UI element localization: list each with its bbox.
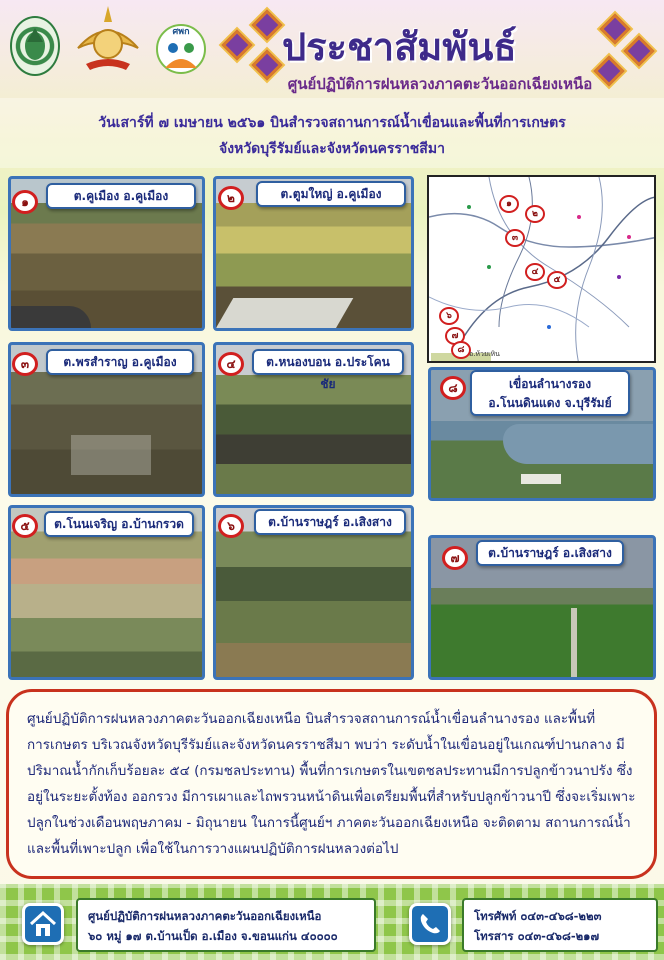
marker-3: ๓ <box>12 352 38 376</box>
footer-contact <box>462 898 658 952</box>
date-line <box>20 110 644 162</box>
marker-8: ๘ <box>440 376 466 400</box>
pattern-diamond <box>599 13 630 44</box>
royal-emblem-logo <box>72 4 144 74</box>
map-marker-7: ๗ <box>445 327 465 345</box>
photo-label-3: ต.พรสำราญ อ.คูเมือง <box>46 349 194 375</box>
royal-seal-logo <box>10 16 60 76</box>
map-marker-1: ๑ <box>499 195 519 213</box>
photo-label-7: ต.บ้านราษฎร์ อ.เสิงสาง <box>476 540 624 566</box>
page-subtitle: ศูนย์ปฏิบัติการฝนหลวงภาคตะวันออกเฉียงเหนือ <box>287 75 593 93</box>
marker-4: ๔ <box>218 352 244 376</box>
map-marker-4: ๔ <box>525 263 545 281</box>
photo-label-8-line-1: เขื่อนลำนางรอง <box>508 377 592 391</box>
pattern-diamond <box>251 9 282 40</box>
pattern-diamond <box>221 29 252 60</box>
photo-label-1: ต.คูเมือง อ.คูเมือง <box>46 183 196 209</box>
map-marker-8: ๘ <box>451 341 471 359</box>
summary-text: ศูนย์ปฏิบัติการฝนหลวงภาคตะวันออกเฉียงเหนือ บินสำรวจสถานการณ์น้ำเขื่อนลำนางรอง และพื้นที่การเกษตร บริเวณจังหวัดบุรีรัมย์และจังหวัดนครราชสีมา พบว่า ระดับน้ำในเขื่อนอยู่ในเกณฑ์ปานกลาง มีปริมาณน้ำกักเก็บร้อยละ ๕๔ (กรมชลประทาน) พื้นที่การเกษตรในเขตชลประทานมีการปลูกข้าวนาปรัง ซึ่งอยู่ในระยะตั้งท้อง ออกรวง มีการเผาและไถพรวนหน้าดินเพื่อเตรียมพื้นที่สำหรับปลูกข้าวนาปี ซึ่งจะเริ่มเพาะปลูกในช่วงเดือนพฤษภาคม - มิถุนายน ในการนี้ศูนย์ฯ ภาคตะวันออกเฉียงเหนือ จะติดตาม สถานการณ์น้ำและพื้นที่เพาะปลูก เพื่อใช้ในการวางแผนปฏิบัติการฝนหลวงต่อไป <box>6 689 657 879</box>
location-map <box>427 175 656 363</box>
phone-number: โทรศัพท์ ๐๔๓-๔๖๘-๒๒๓ <box>474 909 602 923</box>
map-marker-2: ๒ <box>525 205 545 223</box>
home-icon <box>22 903 64 945</box>
map-marker-5: ๕ <box>547 271 567 289</box>
photo-label-8 <box>470 370 630 416</box>
phone-icon <box>409 903 451 945</box>
photo-label-8-line-2: อ.โนนดินแดง จ.บุรีรัมย์ <box>488 396 612 410</box>
footer-address <box>76 898 376 952</box>
marker-1: ๑ <box>12 190 38 214</box>
photo-label-5: ต.โนนเจริญ อ.บ้านกรวด <box>44 511 194 537</box>
fax-number: โทรสาร ๐๔๓-๔๖๘-๒๑๗ <box>474 929 600 943</box>
marker-6: ๖ <box>218 514 244 538</box>
center-logo <box>156 24 206 74</box>
marker-5: ๕ <box>12 514 38 538</box>
map-marker-3: ๓ <box>505 229 525 247</box>
center-logo-text: ศพก <box>172 27 190 37</box>
map-place-label: อ.ห้วยเหิน <box>469 350 500 358</box>
page-title: ประชาสัมพันธ์ <box>282 24 517 69</box>
photo-label-2: ต.ตูมใหญ่ อ.คูเมือง <box>256 181 406 207</box>
pattern-diamond <box>623 35 654 66</box>
photo-label-6: ต.บ้านราษฎร์ อ.เสิงสาง <box>254 509 406 535</box>
map-marker-6: ๖ <box>439 307 459 325</box>
marker-2: ๒ <box>218 186 244 210</box>
date-line-2: จังหวัดบุรีรัมย์และจังหวัดนครราชสีมา <box>219 141 445 157</box>
address-line-1: ศูนย์ปฏิบัติการฝนหลวงภาคตะวันออกเฉียงเหนือ <box>88 909 322 923</box>
address-line-2: ๖๐ หมู่ ๑๗ ต.บ้านเป็ด อ.เมือง จ.ขอนแก่น ๔๐๐๐๐ <box>88 929 338 943</box>
photo-label-4: ต.หนองบอน อ.ประโคนชัย <box>252 349 404 375</box>
date-line-1: วันเสาร์ที่ ๗ เมษายน ๒๕๖๑ บินสำรวจสถานการณ์น้ำเขื่อนและพื้นที่การเกษตร <box>98 115 566 131</box>
marker-7: ๗ <box>442 546 468 570</box>
